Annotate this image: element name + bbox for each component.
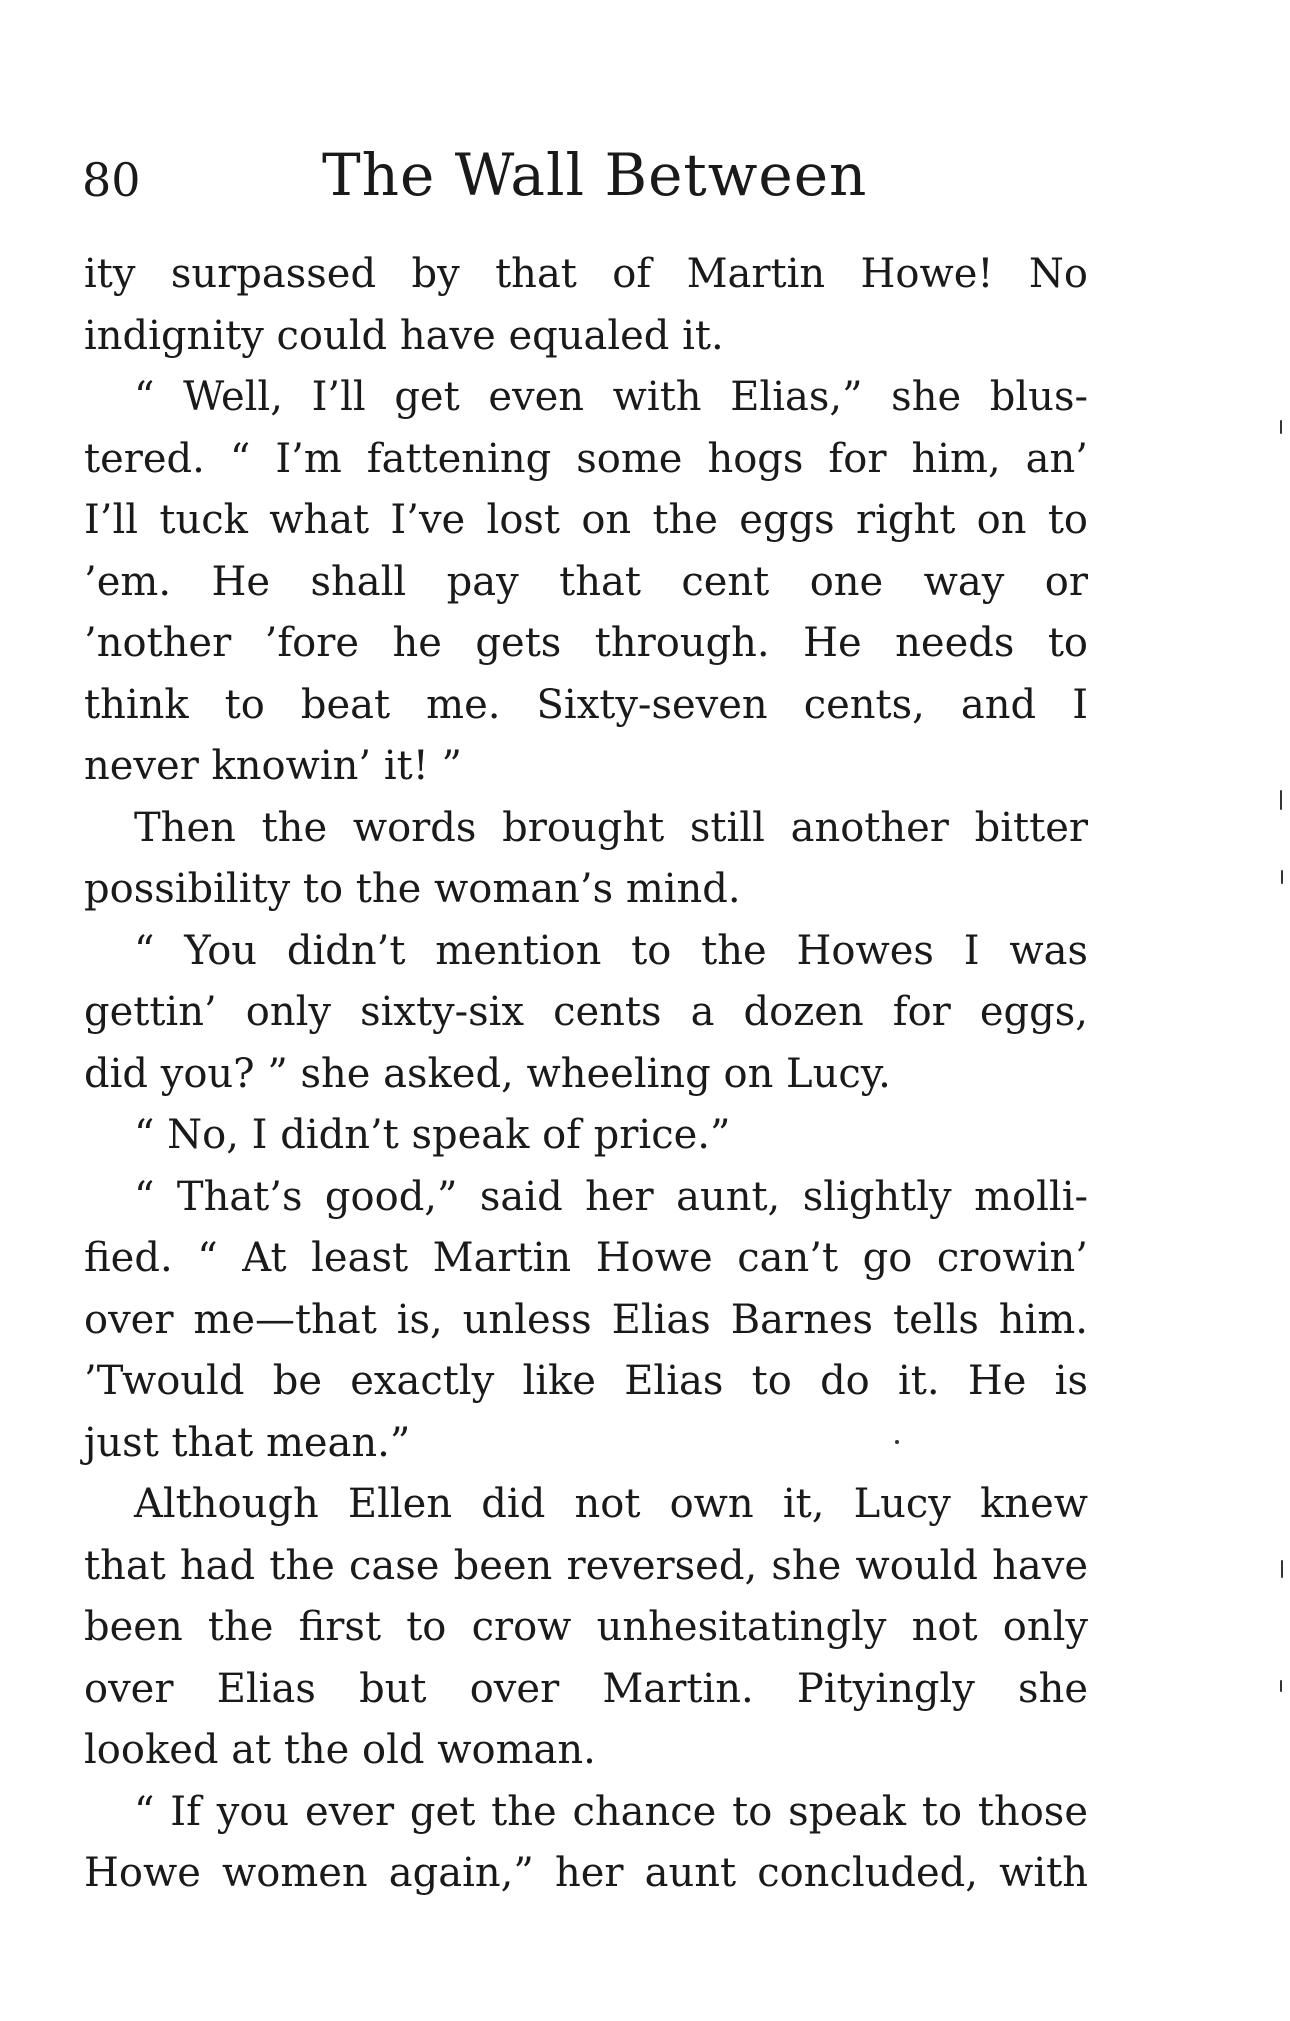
text-line: “ You didn’t mention to the Howes I was bbox=[134, 927, 1088, 974]
text-line: looked at the old woman. bbox=[84, 1727, 596, 1773]
scan-speck bbox=[1281, 1560, 1283, 1578]
text-line: “ If you ever get the chance to speak to those bbox=[134, 1788, 1088, 1835]
text-line: Howe women again,” her aunt concluded, with bbox=[84, 1850, 1088, 1896]
page-header bbox=[82, 140, 1092, 220]
text-line: Although Ellen did not own it, Lucy knew bbox=[134, 1481, 1088, 1527]
text-line: did you? ” she asked, wheeling on Lucy. bbox=[84, 1050, 891, 1097]
text-line: indignity could have equaled it. bbox=[84, 312, 724, 359]
text-line: ’nother ’fore he gets through. He needs to bbox=[84, 620, 1088, 666]
scan-speck bbox=[1280, 420, 1282, 434]
text-line: Then the words brought still another bitter bbox=[134, 804, 1088, 851]
text-line: over Elias but over Martin. Pityingly she bbox=[84, 1665, 1088, 1712]
text-line: over me—that is, unless Elias Barnes tells him. bbox=[84, 1296, 1088, 1343]
page-number: 80 bbox=[82, 153, 141, 207]
text-line: tered. “ I’m fattening some hogs for him, an’ bbox=[84, 435, 1088, 482]
text-line: been the first to crow unhesitatingly not only bbox=[84, 1604, 1088, 1650]
text-line: fied. “ At least Martin Howe can’t go crowin’ bbox=[84, 1235, 1088, 1281]
text-line: “ No, I didn’t speak of price.” bbox=[134, 1112, 731, 1158]
text-line: ity surpassed by that of Martin Howe! No bbox=[84, 251, 1088, 297]
body-text bbox=[84, 244, 1088, 1905]
scan-speck bbox=[1280, 790, 1282, 810]
text-line: ’em. He shall pay that cent one way or bbox=[84, 558, 1088, 605]
text-line: I’ll tuck what I’ve lost on the eggs right on to bbox=[84, 497, 1088, 543]
text-line: think to beat me. Sixty-seven cents, and I bbox=[84, 681, 1088, 728]
scan-speck bbox=[1280, 1680, 1282, 1692]
scan-speck bbox=[895, 1440, 899, 1444]
text-line: ’Twould be exactly like Elias to do it. He is bbox=[84, 1358, 1088, 1404]
scan-speck bbox=[1281, 870, 1283, 884]
text-line: “ Well, I’ll get even with Elias,” she blus- bbox=[134, 374, 1088, 420]
text-line: that had the case been reversed, she would have bbox=[84, 1542, 1088, 1589]
text-line: never knowin’ it! ” bbox=[84, 743, 462, 789]
running-title: The Wall Between bbox=[322, 141, 868, 209]
text-line: “ That’s good,” said her aunt, slightly molli- bbox=[134, 1173, 1088, 1220]
text-line: just that mean.” bbox=[84, 1419, 411, 1466]
text-line: possibility to the woman’s mind. bbox=[84, 866, 741, 912]
text-line: gettin’ only sixty-six cents a dozen for eggs, bbox=[84, 989, 1088, 1035]
